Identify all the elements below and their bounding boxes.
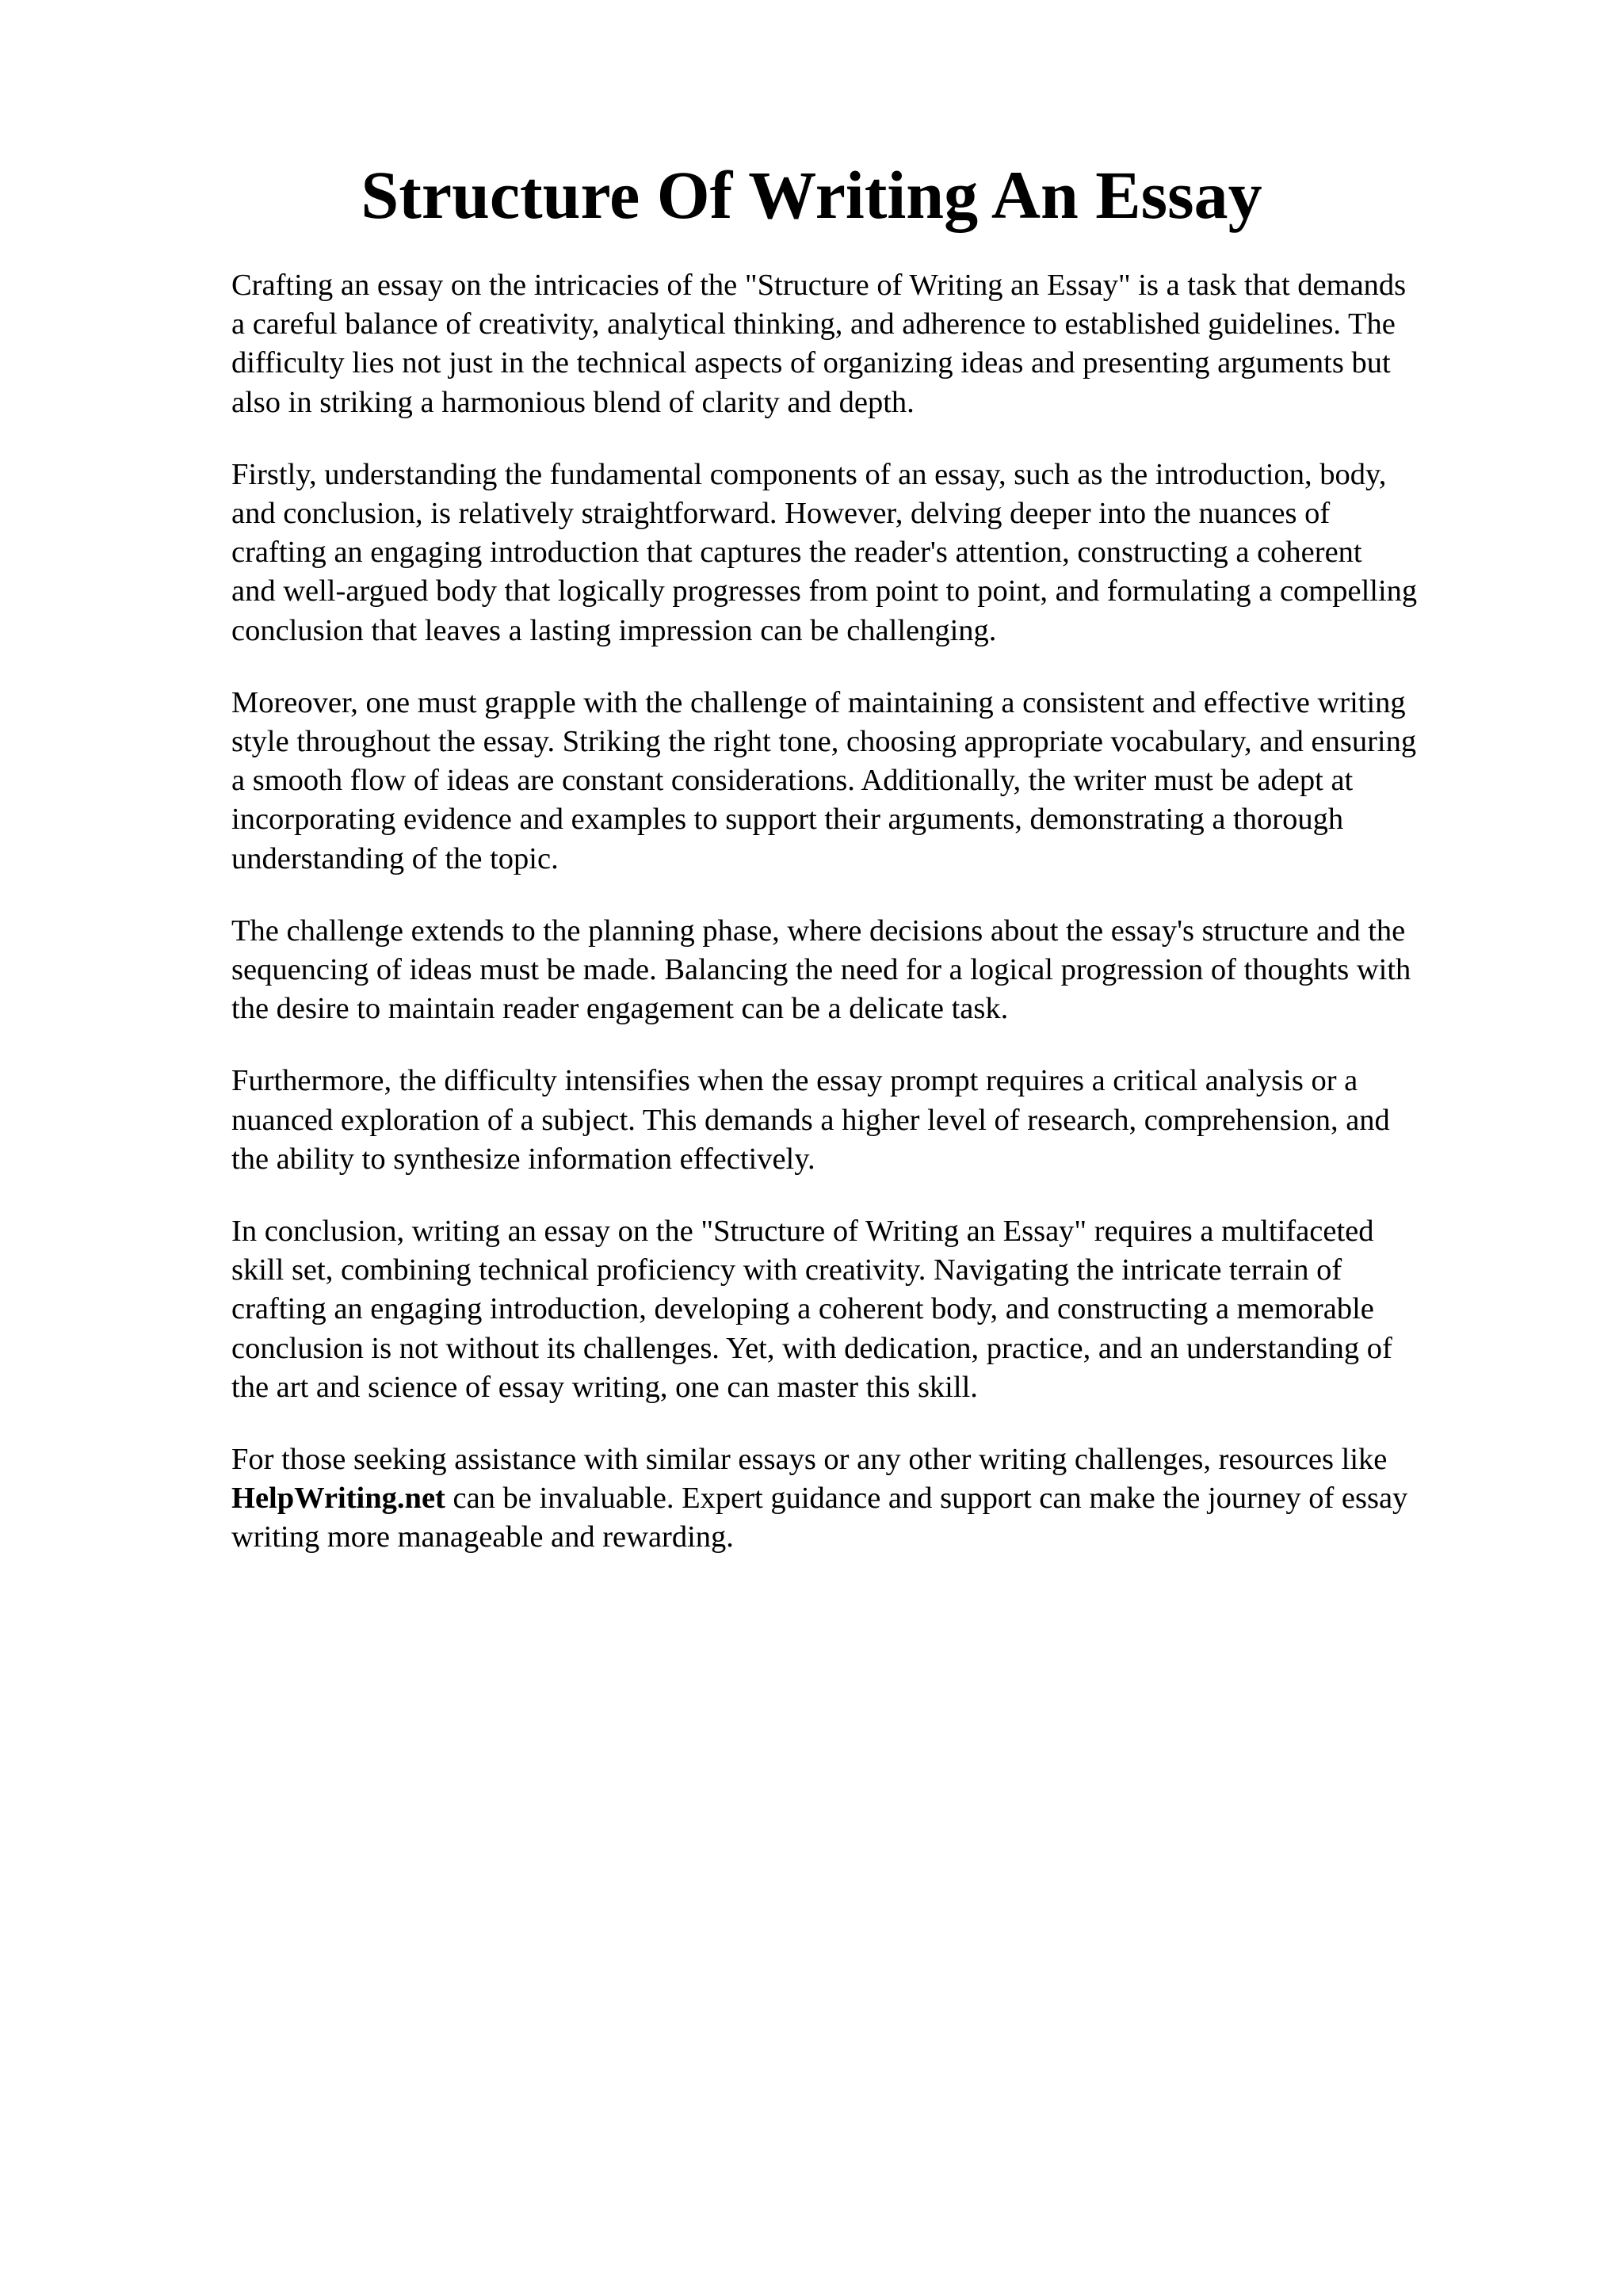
paragraph-line: style throughout the essay. Striking the right tone, choosing appropriate vocabulary, and ensuring — [231, 725, 1417, 759]
paragraph-line: and well-argued body that logically progresses from point to point, and formulating a compelling — [231, 574, 1418, 608]
paragraph-line: and conclusion, is relatively straightforward. However, delving deeper into the nuances of — [231, 497, 1331, 531]
paragraph-line: In conclusion, writing an essay on the "Structure of Writing an Essay" requires a multifaceted — [231, 1215, 1374, 1249]
closing-line2-text: can be invaluable. Expert guidance and support can make the journey of essay — [445, 1482, 1408, 1516]
paragraph-line: also in striking a harmonious blend of clarity and depth. — [231, 385, 915, 419]
paragraph-5 — [231, 1062, 1531, 1179]
paragraph-line: Crafting an essay on the intricacies of the "Structure of Writing an Essay" is a task that demands — [231, 269, 1407, 302]
paragraph-line: Firstly, understanding the fundamental components of an essay, such as the introduction, body, — [231, 457, 1387, 491]
paragraph-6 — [231, 1212, 1531, 1407]
paragraph-line: the desire to maintain reader engagement can be a delicate task. — [231, 992, 1009, 1026]
paragraph-line: understanding of the topic. — [231, 841, 559, 875]
paragraph-line: incorporating evidence and examples to support their arguments, demonstrating a thorough — [231, 803, 1344, 837]
paragraph-line: crafting an engaging introduction, developing a coherent body, and constructing a memorable — [231, 1292, 1374, 1326]
paragraph-3 — [231, 684, 1531, 879]
paragraph-1 — [231, 266, 1531, 422]
paragraph-line: writing more manageable and rewarding. — [231, 1520, 734, 1554]
paragraph-line: conclusion that leaves a lasting impression can be challenging. — [231, 613, 997, 647]
paragraph-line: Furthermore, the difficulty intensifies when the essay prompt requires a critical analysis or a — [231, 1064, 1358, 1098]
closing-paragraph — [231, 1440, 1531, 1558]
paragraph-line: For those seeking assistance with similar essays or any other writing challenges, resources like — [231, 1443, 1388, 1477]
paragraph-line: difficulty lies not just in the technical aspects of organizing ideas and presenting arguments but — [231, 346, 1391, 380]
paragraph-line — [231, 1479, 1531, 1518]
paragraph-line: the ability to synthesize information effectively. — [231, 1142, 815, 1176]
paragraph-line: a smooth flow of ideas are constant considerations. Additionally, the writer must be adept at — [231, 764, 1354, 798]
paragraph-line: sequencing of ideas must be made. Balancing the need for a logical progression of thoughts with — [231, 953, 1411, 987]
document-title: Structure Of Writing An Essay — [361, 157, 1262, 233]
paragraph-2 — [231, 456, 1531, 650]
helpwriting-brand-link[interactable]: HelpWriting.net — [231, 1482, 445, 1516]
paragraph-line: the art and science of essay writing, one can master this skill. — [231, 1370, 978, 1404]
document-body — [231, 266, 1531, 1591]
paragraph-line: a careful balance of creativity, analytical thinking, and adherence to established guidelines. The — [231, 307, 1396, 341]
paragraph-line: Moreover, one must grapple with the challenge of maintaining a consistent and effective writing — [231, 685, 1406, 719]
paragraph-4 — [231, 912, 1531, 1029]
paragraph-line: conclusion is not without its challenges. Yet, with dedication, practice, and an understanding of — [231, 1331, 1392, 1365]
paragraph-line: The challenge extends to the planning phase, where decisions about the essay's structure and the — [231, 913, 1406, 948]
paragraph-line: nuanced exploration of a subject. This demands a higher level of research, comprehension, and — [231, 1103, 1390, 1137]
paragraph-line: crafting an engaging introduction that captures the reader's attention, constructing a coherent — [231, 536, 1362, 570]
paragraph-line: skill set, combining technical proficiency with creativity. Navigating the intricate terrain of — [231, 1253, 1342, 1287]
